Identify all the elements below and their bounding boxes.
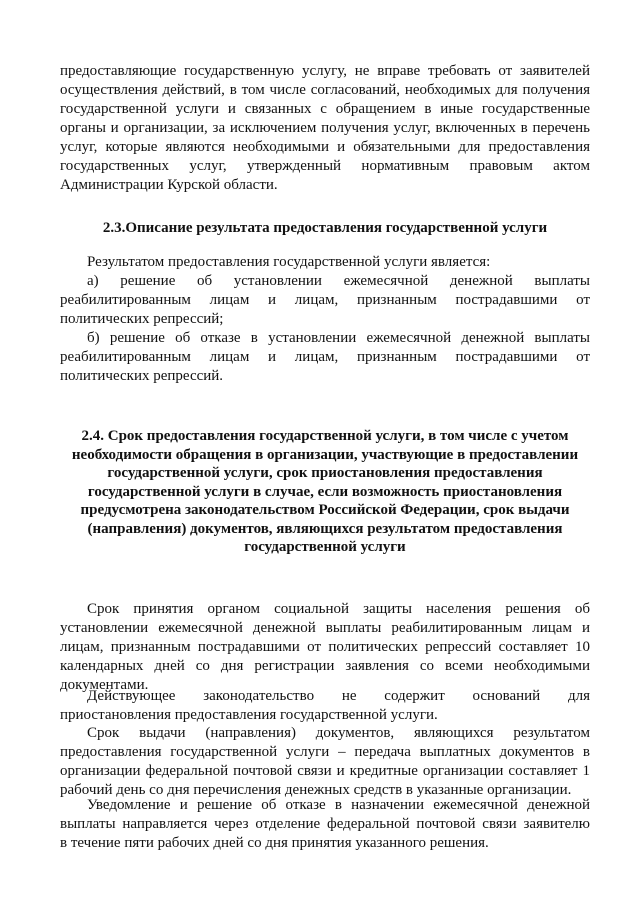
section-2-3-heading: [60, 219, 590, 238]
paragraph-line: рабочий день со дня перечисления денежных средств в указанные организации.: [60, 782, 572, 798]
section-2-4-heading-line: государственной услуги, срок приостановления предоставления: [107, 465, 543, 481]
section-2-4-paragraph-2: [60, 687, 590, 725]
section-2-4-heading-line: государственной услуги: [244, 539, 406, 555]
paragraph-line: организации федеральной почтовой связи и кредитные организации составляет 1: [60, 763, 590, 779]
section-2-4-heading: [60, 427, 590, 557]
section-2-3-heading-text: 2.3.Описание результата предоставления государственной услуги: [102, 220, 548, 236]
intro-line: Администрации Курской области.: [60, 177, 278, 193]
section-2-3-body: [60, 253, 590, 386]
section-2-3-line: реабилитированным лицам и лицам, признанным пострадавшими от: [60, 292, 590, 308]
section-2-4-heading-line: предусмотрена законодательством Российской Федерации, срок выдачи: [80, 502, 570, 518]
section-2-4-heading-line: необходимости обращения в организации, участвующие в предоставлении: [71, 446, 579, 463]
section-2-3-line: политических репрессий;: [60, 311, 224, 327]
section-2-4-heading-line: государственной услуги в случае, если возможность приостановления: [87, 483, 563, 500]
section-2-4-heading-line: (направления) документов, являющихся результатом предоставления: [87, 520, 563, 537]
section-2-3-line: реабилитированным лицам и лицам, признанным пострадавшими от: [60, 349, 590, 365]
intro-paragraph: [60, 62, 590, 195]
section-2-4-paragraph-4: [60, 796, 590, 853]
section-2-3-line: б) решение об отказе в установлении ежемесячной денежной выплаты: [87, 330, 590, 346]
paragraph-line: Уведомление и решение об отказе в назначении ежемесячной денежной: [87, 797, 590, 813]
paragraph-line: выплаты направляется через отделение федеральной почтовой связи заявителю: [60, 816, 590, 832]
section-2-4-paragraph-1: [60, 600, 590, 695]
intro-line: предоставляющие государственную услугу, не вправе требовать от заявителей: [60, 63, 590, 79]
paragraph-line: Срок выдачи (направления) документов, являющихся результатом: [87, 725, 590, 741]
intro-line: органы и организации, за исключением получения услуг, включенных в перечень: [60, 120, 590, 136]
intro-line: государственных услуг, утвержденный нормативным правовым актом: [60, 158, 590, 174]
paragraph-line: предоставления государственной услуги – передача выплатных документов в: [60, 744, 590, 760]
paragraph-line: приостановления предоставления государственной услуги.: [60, 707, 438, 723]
section-2-3-line: Результатом предоставления государственной услуги является:: [87, 254, 491, 270]
paragraph-line: в течение пяти рабочих дней со дня принятия указанного решения.: [60, 835, 489, 851]
section-2-4-heading-line: 2.4. Срок предоставления государственной услуги, в том числе с учетом: [81, 428, 569, 444]
paragraph-line: документами.: [60, 677, 149, 693]
paragraph-line: календарных дней со дня регистрации заявления со всеми необходимыми: [60, 658, 590, 674]
intro-line: услуг, которые являются необходимыми и обязательными для предоставления: [60, 139, 590, 155]
intro-line: государственной услуги и связанных с обращением в иные государственные: [60, 101, 590, 117]
paragraph-line: лицам, признанным пострадавшими от политических репрессий составляет 10: [60, 639, 590, 655]
section-2-3-line: политических репрессий.: [60, 368, 224, 384]
paragraph-line: установлении ежемесячной денежной выплаты реабилитированным лицам и: [60, 620, 590, 636]
section-2-4-paragraph-3: [60, 724, 590, 800]
paragraph-line: Срок принятия органом социальной защиты населения решения об: [87, 601, 590, 617]
section-2-3-line: а) решение об установлении ежемесячной денежной выплаты: [87, 273, 590, 289]
paragraph-line: Действующее законодательство не содержит оснований для: [87, 688, 590, 704]
intro-line: осуществления действий, в том числе согласований, необходимых для получения: [60, 82, 590, 98]
